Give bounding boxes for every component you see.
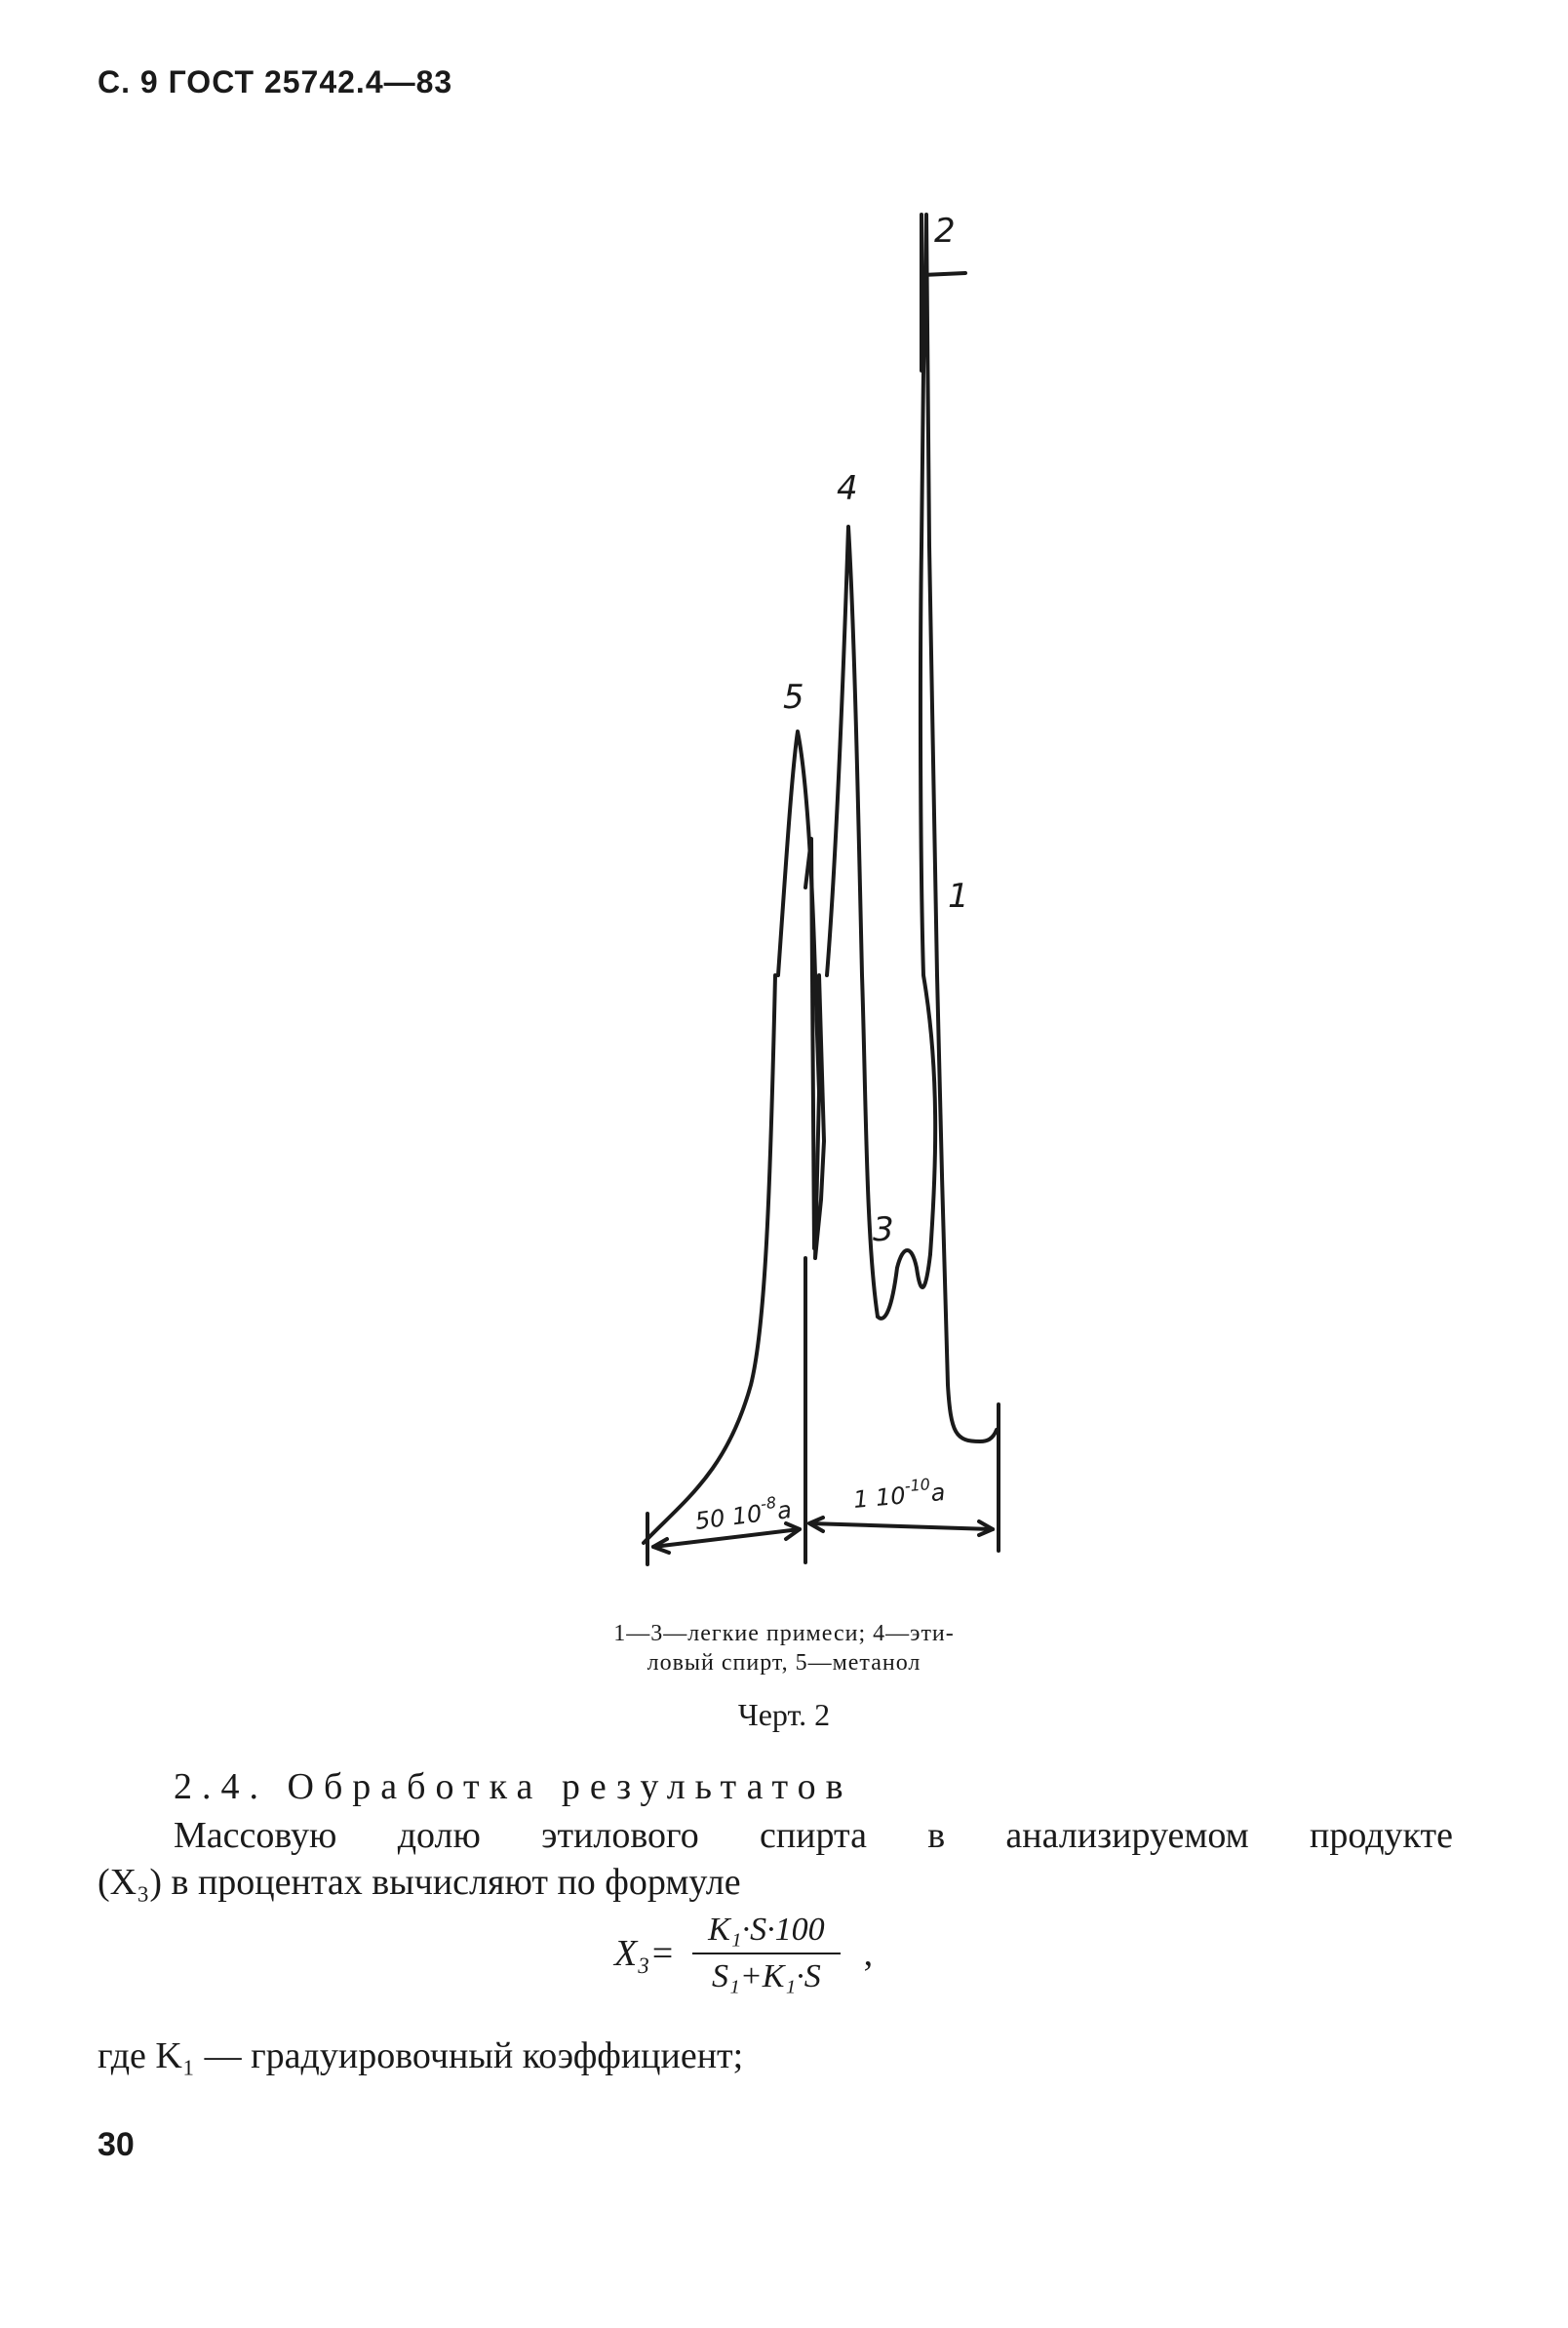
scale-label-left: 50 $10^{-8}a$ [693,1492,794,1535]
chromatogram-trace-peak3 [878,1250,930,1319]
peak-label-3: 3 [873,1210,894,1249]
paragraph-2: (X₃) в процентах вычисляют по формуле [98,1862,741,1903]
page-header: С. 9 ГОСТ 25742.4—83 [98,64,453,99]
formula-numerator: K₁·S·100 [692,1912,841,1954]
formula-denominator: S₁+K₁·S [711,1958,821,1994]
scale-arrow-right [809,1523,993,1529]
chromatogram-trace-peak2 [921,215,997,1441]
figure-label: Черт. 2 [737,1697,831,1732]
chromatogram-trace-peak4 [827,527,878,1317]
peak-label-4: 4 [837,469,858,508]
section-heading: 2.4. Обработка результатов [174,1766,853,1807]
chromatogram-trace-left [644,975,775,1543]
figure-caption-line-1: 1—3—легкие примеси; 4—эти- [613,1621,955,1646]
scale-label-right: 1 $10^{-10}a$ [852,1475,947,1514]
formula-trail: , [863,1933,874,1974]
figure-caption [0,1619,1568,1677]
paragraph-1: Массовую долю этилового спирта в анализируемом продукте [174,1815,1453,1856]
chromatogram-trace-peak5-shoulder [805,839,814,1248]
where-definition: где K₁ — градуировочный коэффициент; [98,2035,744,2076]
peak-label-2: 2 [934,212,956,251]
page-number: 30 [98,2126,135,2163]
chromatogram-trace-peak5 [778,731,824,1258]
formula-lhs: X₃= [614,1933,676,1974]
peak-label-5: 5 [783,678,804,717]
figure-caption-line-2: ловый спирт, 5—метанол [647,1650,921,1676]
scale-arrow-left [653,1529,800,1547]
baseline-tick-top [922,273,965,275]
peak-label-1: 1 [948,877,969,916]
formula [614,1912,873,1995]
formula-fraction [692,1912,841,1995]
